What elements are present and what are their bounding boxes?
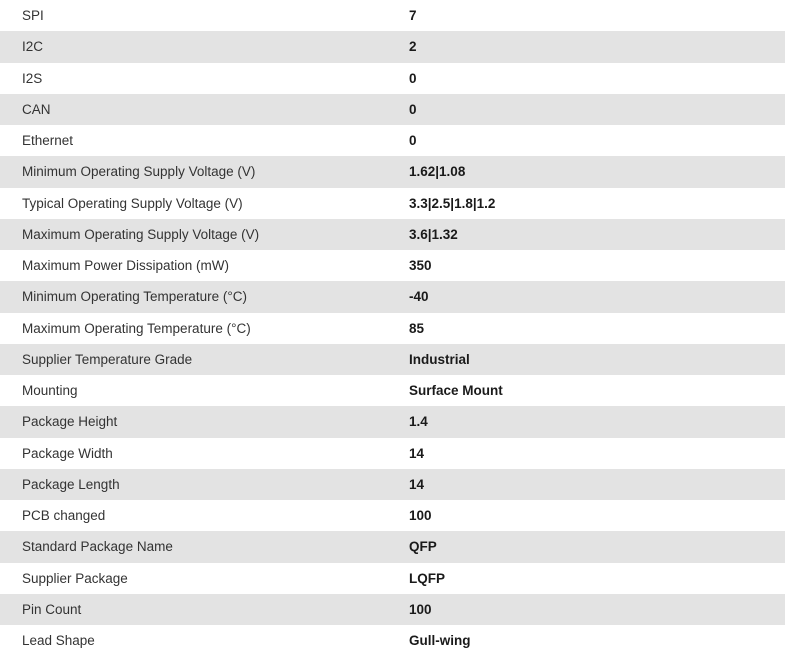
spec-value: 3.3|2.5|1.8|1.2 (409, 195, 496, 211)
spec-value: Gull-wing (409, 633, 471, 649)
spec-label: Package Width (22, 445, 113, 461)
spec-value: 7 (409, 8, 417, 24)
spec-value: 3.6|1.32 (409, 226, 458, 242)
spec-label: CAN (22, 101, 51, 117)
spec-label: Standard Package Name (22, 539, 173, 555)
spec-value: QFP (409, 539, 437, 555)
spec-row (0, 500, 785, 531)
spec-row (0, 31, 785, 62)
spec-row (0, 594, 785, 625)
spec-row (0, 469, 785, 500)
spec-label: Minimum Operating Supply Voltage (V) (22, 164, 256, 180)
spec-value: 14 (409, 445, 425, 461)
spec-row (0, 0, 785, 31)
spec-label: I2C (22, 39, 44, 55)
spec-row (0, 125, 785, 156)
spec-value: 14 (409, 476, 425, 492)
spec-value: 0 (409, 133, 417, 149)
spec-row (0, 531, 785, 562)
spec-label: Package Length (22, 476, 120, 492)
spec-row (0, 344, 785, 375)
spec-row (0, 188, 785, 219)
spec-label: Mounting (22, 383, 78, 399)
spec-row (0, 375, 785, 406)
spec-label: Supplier Temperature Grade (22, 351, 193, 367)
spec-label: Lead Shape (22, 633, 95, 649)
spec-row (0, 94, 785, 125)
spec-row (0, 281, 785, 312)
spec-value: 350 (409, 258, 432, 274)
spec-row (0, 250, 785, 281)
spec-row (0, 63, 785, 94)
spec-label: Pin Count (22, 601, 82, 617)
spec-row (0, 313, 785, 344)
spec-row (0, 563, 785, 594)
spec-value: -40 (409, 289, 429, 305)
spec-value: 1.4 (409, 414, 428, 430)
spec-value: Surface Mount (409, 383, 503, 399)
spec-row (0, 219, 785, 250)
spec-label: Supplier Package (22, 570, 128, 586)
spec-label: Maximum Operating Supply Voltage (V) (22, 226, 260, 242)
spec-label: Package Height (22, 414, 118, 430)
spec-value: 100 (409, 601, 432, 617)
spec-label: Typical Operating Supply Voltage (V) (22, 195, 243, 211)
spec-value: 0 (409, 70, 417, 86)
spec-value: 2 (409, 39, 417, 55)
spec-label: Maximum Power Dissipation (mW) (22, 258, 230, 274)
spec-label: I2S (22, 70, 43, 86)
spec-row (0, 438, 785, 469)
spec-value: 100 (409, 508, 432, 524)
spec-row (0, 406, 785, 437)
spec-label: Minimum Operating Temperature (°C) (22, 289, 247, 305)
spec-label: PCB changed (22, 508, 106, 524)
spec-label: Ethernet (22, 133, 74, 149)
spec-value: 85 (409, 320, 425, 336)
spec-row (0, 156, 785, 187)
spec-label: Maximum Operating Temperature (°C) (22, 320, 251, 336)
spec-row (0, 625, 785, 656)
spec-value: Industrial (409, 351, 470, 367)
spec-value: 1.62|1.08 (409, 164, 466, 180)
spec-value: 0 (409, 101, 417, 117)
spec-value: LQFP (409, 570, 445, 586)
spec-label: SPI (22, 8, 44, 24)
